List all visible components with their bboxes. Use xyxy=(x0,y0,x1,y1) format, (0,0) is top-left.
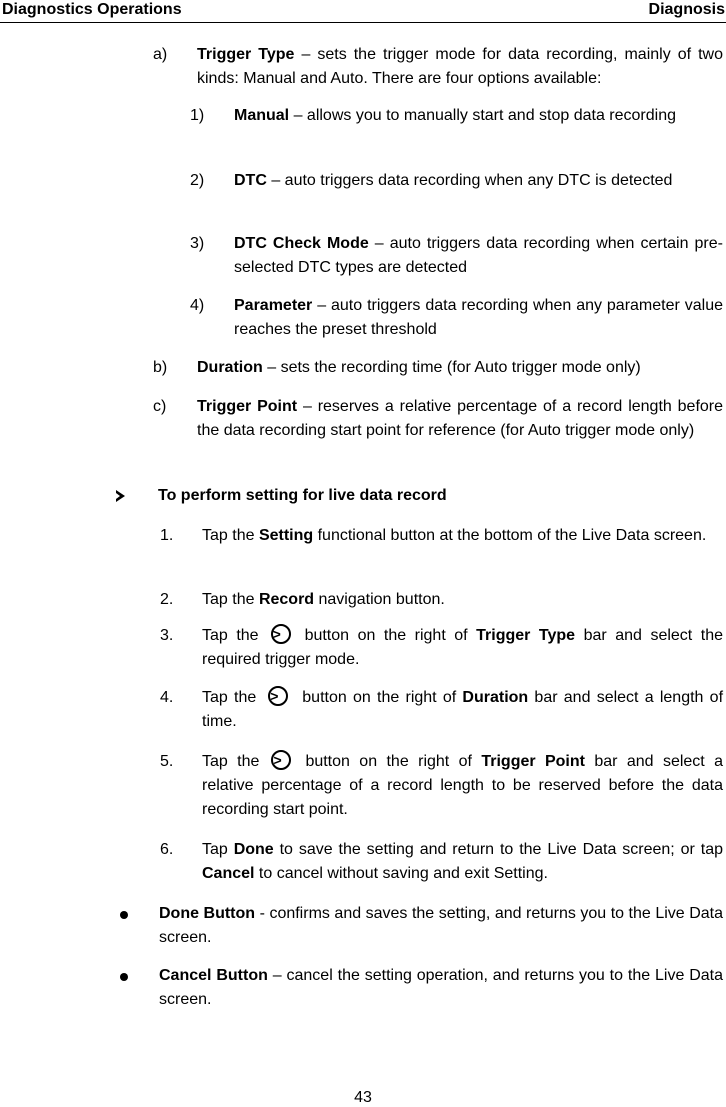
heading-text: To perform setting for live data record xyxy=(158,487,447,504)
step-keyword: Setting xyxy=(258,527,314,544)
step-text-part: Tap xyxy=(202,841,234,858)
step-text-part: functional button at the bottom of the Live Data screen. xyxy=(313,527,707,544)
chevron-right-circle-icon xyxy=(271,750,291,770)
list-marker: c) xyxy=(153,398,167,415)
step-number: 5. xyxy=(160,753,174,770)
step-text-part: bar and select a length of time. xyxy=(202,689,724,730)
step-text-part: Tap the xyxy=(202,689,257,706)
list-marker: 2) xyxy=(190,172,205,189)
list-item-text xyxy=(234,232,723,280)
description: – allows you to manually start and stop data recording xyxy=(289,107,677,124)
list-item-text xyxy=(234,294,723,342)
step-text-part: bar and select a relative percentage of a record length to be reserved before the data recording start point. xyxy=(202,753,724,818)
list-marker: 1) xyxy=(190,107,205,124)
bullet-text xyxy=(159,902,723,950)
list-item-text xyxy=(197,395,723,443)
step-text xyxy=(202,686,723,734)
list-item-text xyxy=(197,43,723,91)
step-text-part: Tap the xyxy=(202,753,260,770)
description: – reserves a relative percentage of a record length before the data recording start point for reference (for Auto trigger mode only) xyxy=(197,398,724,439)
term: Parameter xyxy=(234,297,313,314)
step-text-part: button on the right of xyxy=(302,689,463,706)
chevron-right-circle-icon xyxy=(271,624,291,644)
round-bullet-icon xyxy=(120,973,128,981)
step-text-part: button on the right of xyxy=(304,627,477,644)
chevron-right-circle-icon xyxy=(268,686,288,706)
bullet-text xyxy=(159,964,723,1012)
step-text-part: to save the setting and return to the Live Data screen; or tap xyxy=(273,841,723,858)
step-number: 6. xyxy=(160,841,174,858)
term: Duration xyxy=(197,359,263,376)
list-item-text xyxy=(197,356,723,380)
list-marker: b) xyxy=(153,359,168,376)
arrowhead-bullet-icon xyxy=(116,490,125,502)
description: – auto triggers data recording when any DTC is detected xyxy=(266,172,673,189)
page-header xyxy=(0,0,726,23)
step-keyword: Cancel xyxy=(202,865,255,882)
list-item-text xyxy=(234,104,723,128)
page-number: 43 xyxy=(354,1089,372,1106)
header-section-title: Diagnostics Operations xyxy=(2,1,182,18)
term: Trigger Point xyxy=(197,398,298,415)
term: DTC xyxy=(234,172,267,189)
step-text-part: navigation button. xyxy=(314,591,445,608)
list-marker: 3) xyxy=(190,235,205,252)
list-marker: a) xyxy=(153,46,168,63)
step-number: 1. xyxy=(160,527,174,544)
round-bullet-icon xyxy=(120,911,128,919)
step-text xyxy=(202,524,723,548)
step-text-part: to cancel without saving and exit Setting. xyxy=(254,865,548,882)
step-text xyxy=(202,838,723,886)
description: – sets the recording time (for Auto trigger mode only) xyxy=(262,359,641,376)
description: – auto triggers data recording when certain pre-selected DTC types are detected xyxy=(234,235,723,276)
term: Manual xyxy=(234,107,290,124)
step-text-part: Tap the xyxy=(202,591,259,608)
term: Cancel Button xyxy=(159,967,268,984)
step-text-part: Tap the xyxy=(202,527,259,544)
list-marker: 4) xyxy=(190,297,205,314)
step-text xyxy=(202,750,723,822)
description: – cancel the setting operation, and returns you to the Live Data screen. xyxy=(159,967,723,1008)
step-text-part: button on the right of xyxy=(305,753,482,770)
term: DTC Check Mode xyxy=(234,235,369,252)
step-keyword: Duration xyxy=(462,689,529,706)
step-keyword: Trigger Type xyxy=(476,627,576,644)
step-keyword: Trigger Point xyxy=(481,753,585,770)
description: – sets the trigger mode for data recording, mainly of two kinds: Manual and Auto. There are four options available: xyxy=(197,46,723,87)
step-text xyxy=(202,624,723,672)
step-number: 4. xyxy=(160,689,174,706)
list-item-text xyxy=(234,169,723,193)
description: - confirms and saves the setting, and returns you to the Live Data screen. xyxy=(159,905,723,946)
step-text xyxy=(202,588,723,612)
step-keyword: Done xyxy=(233,841,274,858)
step-text-part: Tap the xyxy=(202,627,259,644)
step-keyword: Record xyxy=(258,591,315,608)
step-text-part: bar and select the required trigger mode. xyxy=(202,627,724,668)
description: – auto triggers data recording when any parameter value reaches the preset threshold xyxy=(234,297,723,338)
step-number: 2. xyxy=(160,591,174,608)
step-number: 3. xyxy=(160,627,174,644)
header-chapter-title: Diagnosis xyxy=(648,1,725,18)
term: Done Button xyxy=(159,905,256,922)
term: Trigger Type xyxy=(197,46,295,63)
